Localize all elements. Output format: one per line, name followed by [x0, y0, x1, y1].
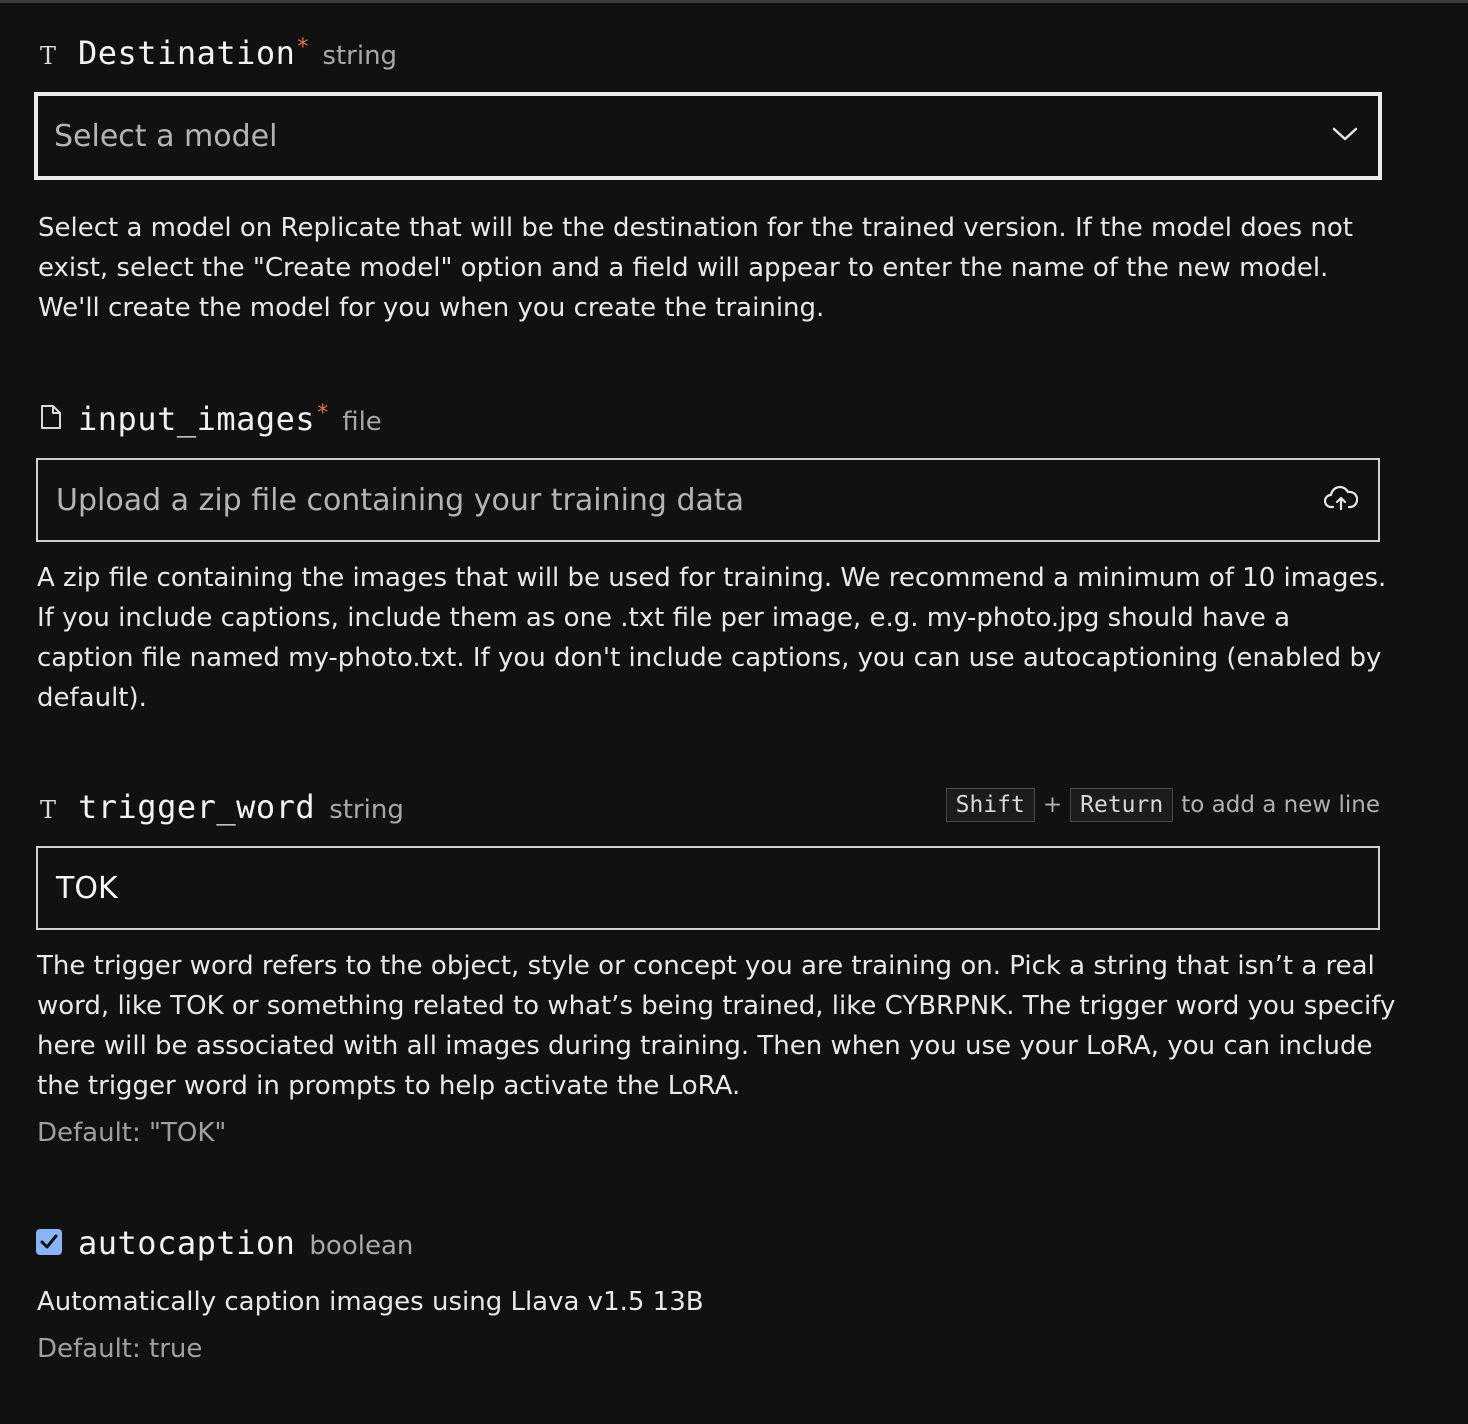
destination-placeholder: Select a model	[54, 118, 278, 154]
field-name: input_images	[78, 400, 316, 438]
destination-label	[40, 34, 397, 72]
trigger-word-value: TOK	[56, 870, 118, 906]
trigger-word-description: The trigger word refers to the object, style or concept you are training on. Pick a string that isn’t a real word, like TOK or something related to what’s being trained, like CYBRPNK. The trigger word you specify here will be associated with all images during training. Then when you use your LoRA, you can include the trigger word in prompts to help activate the LoRA.	[37, 951, 1396, 1101]
top-divider	[0, 0, 1468, 3]
trigger-word-input[interactable]	[36, 846, 1380, 930]
input-images-upload[interactable]	[36, 458, 1380, 542]
destination-description: Select a model on Replicate that will be the destination for the trained version. If the model does not exist, select the "Create model" option and a field will appear to enter the name of the new model. We'll create the model for you when you create the training.	[38, 213, 1354, 323]
autocaption-checkbox[interactable]	[36, 1229, 62, 1255]
field-name: trigger_word	[78, 788, 316, 826]
trigger-word-label	[40, 788, 404, 826]
field-type: file	[342, 407, 382, 437]
file-icon	[40, 404, 66, 436]
text-type-icon: T	[40, 796, 57, 824]
field-name: Destination	[78, 34, 296, 72]
autocaption-label	[78, 1224, 413, 1262]
upload-placeholder: Upload a zip file containing your training data	[56, 482, 745, 518]
required-marker: *	[317, 401, 329, 426]
chevron-down-icon[interactable]	[1332, 126, 1358, 146]
checkmark-icon	[39, 1233, 59, 1251]
text-type-icon: T	[40, 42, 57, 70]
autocaption-description: Automatically caption images using Llava v1.5 13B	[37, 1287, 704, 1317]
field-type: boolean	[309, 1231, 414, 1261]
kbd-return: Return	[1070, 788, 1173, 822]
autocaption-default: Default: true	[37, 1334, 203, 1364]
input-images-description: A zip file containing the images that will be used for training. We recommend a minimum of 10 images. If you include captions, include them as one .txt file per image, e.g. my-photo.jpg should have a caption file named my-photo.txt. If you don't include captions, you can use autocaptioning (enabled by default).	[37, 563, 1387, 713]
required-marker: *	[297, 35, 309, 60]
cloud-upload-icon[interactable]	[1324, 485, 1358, 515]
newline-hint	[946, 788, 1380, 822]
field-type: string	[329, 795, 404, 825]
input-images-label	[40, 400, 382, 438]
trigger-word-default: Default: "TOK"	[37, 1118, 227, 1148]
hint-text: to add a new line	[1181, 792, 1380, 818]
field-name: autocaption	[78, 1224, 296, 1262]
field-type: string	[322, 41, 398, 71]
kbd-shift: Shift	[946, 788, 1035, 822]
kbd-plus: +	[1042, 792, 1063, 818]
destination-select[interactable]	[34, 92, 1382, 180]
